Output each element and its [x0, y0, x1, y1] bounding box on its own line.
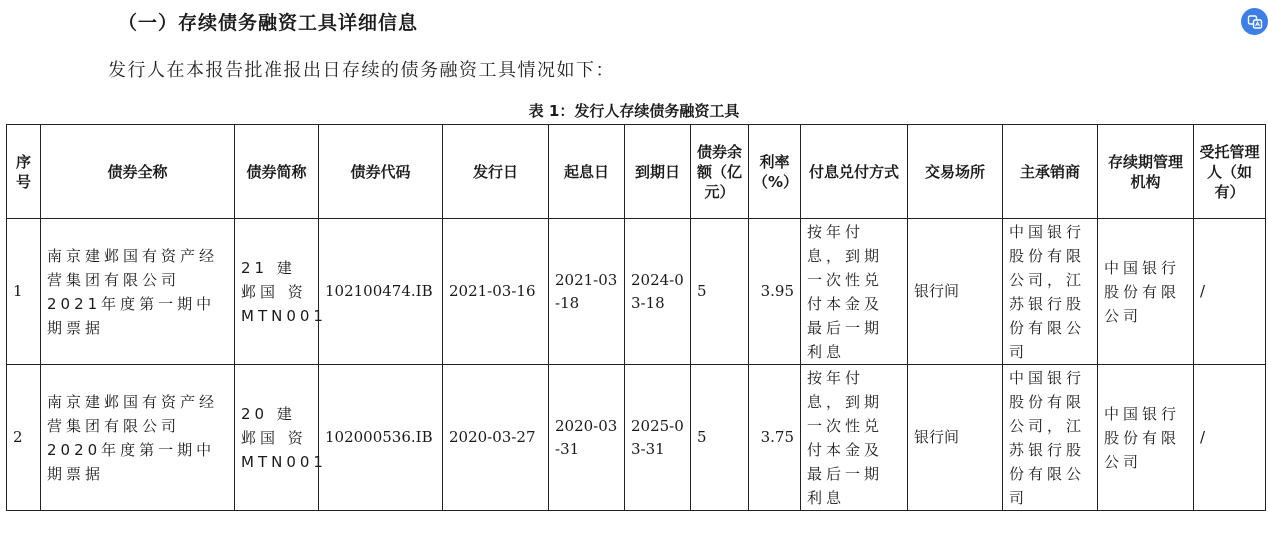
cell-venue: 银行间 [908, 365, 1003, 511]
cell-short-name: 21 建邺国 资MTN001 [235, 219, 319, 365]
col-header-short-name: 债券简称 [235, 125, 319, 219]
cell-no: 1 [7, 219, 41, 365]
cell-code: 102100474.IB [319, 219, 443, 365]
col-header-balance: 债券余额（亿元） [691, 125, 749, 219]
cell-manager: 中国银行股份有限公司 [1098, 365, 1194, 511]
col-header-manager: 存续期管理机构 [1098, 125, 1194, 219]
cell-rate: 3.95 [749, 219, 801, 365]
table-header-row [7, 125, 1266, 219]
cell-underwriter: 中国银行股份有限公司，江苏银行股份有限公司 [1003, 219, 1098, 365]
cell-maturity: 2025-03-31 [625, 365, 691, 511]
floating-translate-button[interactable] [1241, 8, 1268, 35]
cell-manager: 中国银行股份有限公司 [1098, 219, 1194, 365]
col-header-code: 债券代码 [319, 125, 443, 219]
cell-short-name: 20 建邺国 资MTN001 [235, 365, 319, 511]
col-header-trustee: 受托管理人（如有） [1194, 125, 1266, 219]
cell-no: 2 [7, 365, 41, 511]
cell-value-date: 2021-03-18 [549, 219, 625, 365]
col-header-venue: 交易场所 [908, 125, 1003, 219]
col-header-value-date: 起息日 [549, 125, 625, 219]
cell-rate: 3.75 [749, 365, 801, 511]
table-row [7, 219, 1266, 365]
cell-balance: 5 [691, 219, 749, 365]
translate-icon [1247, 14, 1263, 30]
cell-underwriter: 中国银行股份有限公司，江苏银行股份有限公司 [1003, 365, 1098, 511]
cell-maturity: 2024-03-18 [625, 219, 691, 365]
col-header-rate: 利率（%） [749, 125, 801, 219]
col-header-full-name: 债券全称 [41, 125, 235, 219]
col-header-underwriter: 主承销商 [1003, 125, 1098, 219]
section-heading: （一）存续债务融资工具详细信息 [118, 12, 419, 34]
col-header-issue-date: 发行日 [443, 125, 549, 219]
cell-balance: 5 [691, 365, 749, 511]
col-header-payment: 付息兑付方式 [801, 125, 908, 219]
cell-code: 102000536.IB [319, 365, 443, 511]
cell-venue: 银行间 [908, 219, 1003, 365]
cell-full-name: 南京建邺国有资产经营集团有限公司2021年度第一期中期票据 [41, 219, 235, 365]
cell-issue-date: 2021-03-16 [443, 219, 549, 365]
intro-paragraph: 发行人在本报告批准报出日存续的债务融资工具情况如下： [108, 60, 615, 81]
table-caption: 表 1：发行人存续债务融资工具 [528, 102, 740, 120]
cell-trustee: / [1194, 219, 1266, 365]
bond-table [6, 124, 1266, 511]
cell-full-name: 南京建邺国有资产经营集团有限公司2020年度第一期中期票据 [41, 365, 235, 511]
table-row [7, 365, 1266, 511]
cell-trustee: / [1194, 365, 1266, 511]
cell-value-date: 2020-03-31 [549, 365, 625, 511]
col-header-no: 序号 [7, 125, 41, 219]
cell-payment: 按年付息，到期一次性兑付本金及最后一期利息 [801, 219, 908, 365]
col-header-maturity: 到期日 [625, 125, 691, 219]
cell-issue-date: 2020-03-27 [443, 365, 549, 511]
cell-payment: 按年付息，到期一次性兑付本金及最后一期利息 [801, 365, 908, 511]
